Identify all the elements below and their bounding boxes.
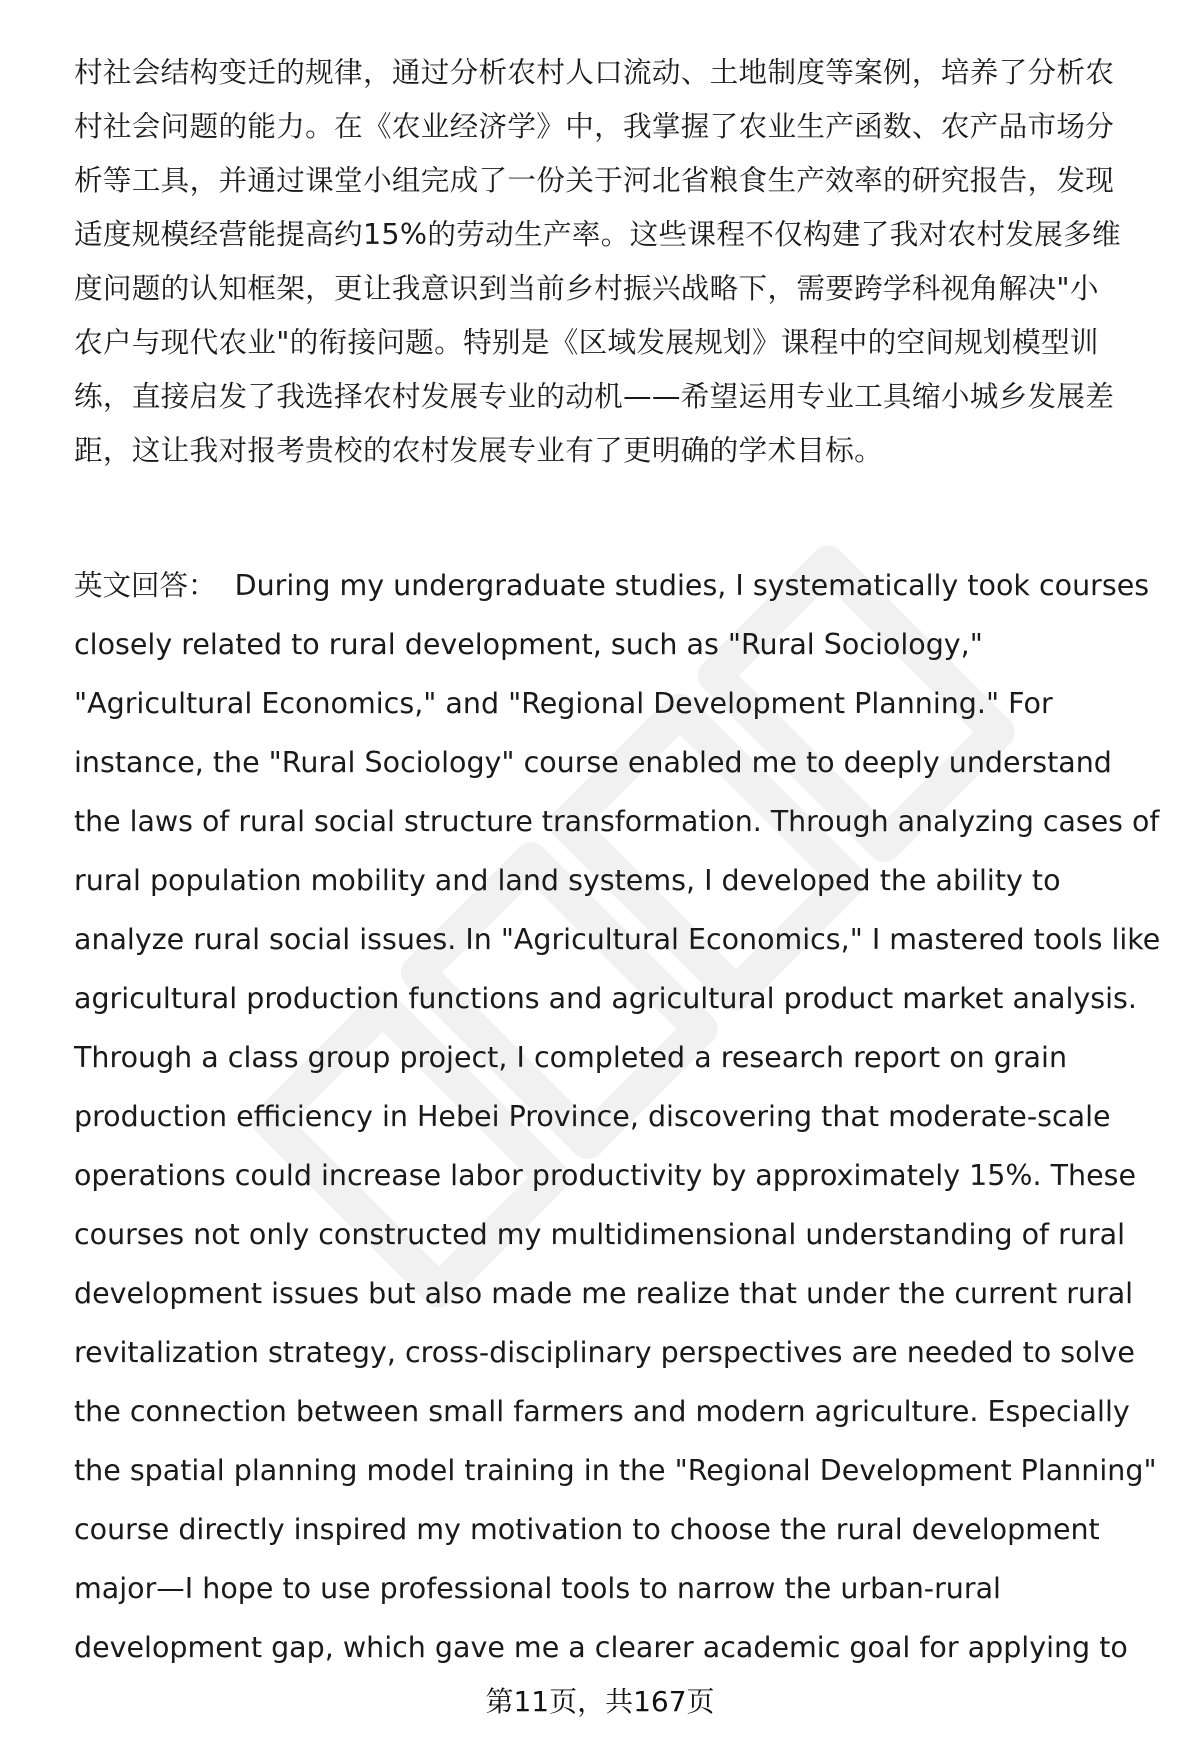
cn-line: 适度规模经营能提高约15%的劳动生产率。这些课程不仅构建了我对农村发展多维 bbox=[74, 217, 1121, 251]
en-line: the connection between small farmers and modern agriculture. Especially bbox=[74, 1395, 1130, 1428]
en-line: courses not only constructed my multidimensional understanding of rural bbox=[74, 1218, 1126, 1251]
cn-line: 度问题的认知框架，更让我意识到当前乡村振兴战略下，需要跨学科视角解决"小 bbox=[74, 271, 1099, 305]
en-line: operations could increase labor productivity by approximately 15%. These bbox=[74, 1159, 1137, 1192]
en-line: major—I hope to use professional tools to narrow the urban-rural bbox=[74, 1572, 1001, 1605]
en-line: rural population mobility and land systems, I developed the ability to bbox=[74, 864, 1061, 897]
cn-line: 练，直接启发了我选择农村发展专业的动机——希望运用专业工具缩小城乡发展差 bbox=[74, 379, 1115, 413]
en-first-line bbox=[74, 569, 1150, 602]
cn-line: 农户与现代农业"的衔接问题。特别是《区域发展规划》课程中的空间规划模型训 bbox=[74, 325, 1099, 359]
en-line: revitalization strategy, cross-disciplinary perspectives are needed to solve bbox=[74, 1336, 1135, 1369]
cn-line: 距，这让我对报考贵校的农村发展专业有了更明确的学术目标。 bbox=[74, 433, 884, 467]
en-line: analyze rural social issues. In "Agricultural Economics," I mastered tools like bbox=[74, 923, 1161, 956]
cn-line: 析等工具，并通过课堂小组完成了一份关于河北省粮食生产效率的研究报告，发现 bbox=[74, 163, 1115, 197]
en-line: During my undergraduate studies, I systematically took courses bbox=[234, 569, 1150, 602]
en-line: course directly inspired my motivation to choose the rural development bbox=[74, 1513, 1100, 1546]
en-line: the spatial planning model training in the "Regional Development Planning" bbox=[74, 1454, 1157, 1487]
en-line: production efficiency in Hebei Province, discovering that moderate-scale bbox=[74, 1100, 1111, 1133]
en-line: "Agricultural Economics," and "Regional Development Planning." For bbox=[74, 687, 1053, 720]
en-line: agricultural production functions and agricultural product market analysis. bbox=[74, 982, 1137, 1015]
en-line: instance, the "Rural Sociology" course enabled me to deeply understand bbox=[74, 746, 1112, 779]
cn-line: 村社会问题的能力。在《农业经济学》中，我掌握了农业生产函数、农产品市场分 bbox=[74, 109, 1115, 143]
en-line: the laws of rural social structure transformation. Through analyzing cases of bbox=[74, 805, 1160, 838]
en-line: closely related to rural development, such as "Rural Sociology," bbox=[74, 628, 983, 661]
en-line: development issues but also made me realize that under the current rural bbox=[74, 1277, 1134, 1310]
cn-line: 村社会结构变迁的规律，通过分析农村人口流动、土地制度等案例，培养了分析农 bbox=[74, 55, 1115, 89]
page-number: 第11页，共167页 bbox=[485, 1685, 715, 1718]
en-line: Through a class group project, I completed a research report on grain bbox=[74, 1041, 1068, 1074]
en-line: development gap, which gave me a clearer academic goal for applying to bbox=[74, 1631, 1128, 1664]
english-answer-label: 英文回答： bbox=[74, 569, 217, 602]
